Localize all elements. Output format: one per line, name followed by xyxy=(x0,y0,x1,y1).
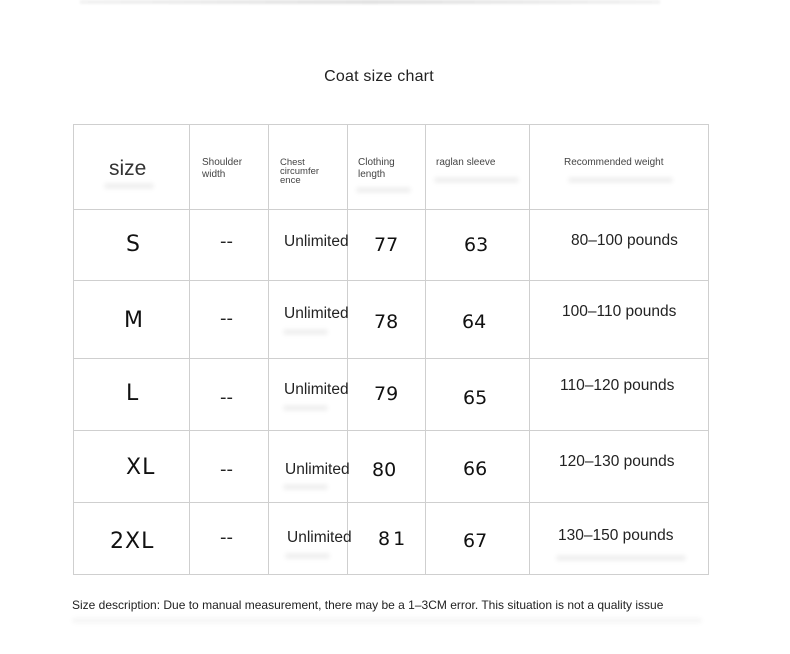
cell-size xyxy=(74,431,190,503)
cell-chest xyxy=(269,503,352,575)
chest-value: Unlimited xyxy=(284,381,349,398)
table-row xyxy=(74,210,709,281)
size-description-note: Size description: Due to manual measurement, there may be a 1–3CM error. This situation is not a quality issue xyxy=(72,598,664,612)
length-value: 81 xyxy=(378,528,409,550)
shoulder-value: -- xyxy=(220,459,233,480)
weight-value: 110–120 pounds xyxy=(560,377,675,394)
header-length-smudge xyxy=(356,187,411,193)
cell-chest xyxy=(269,359,348,431)
header-shoulder-cell xyxy=(190,125,269,210)
cell-shoulder xyxy=(190,359,269,431)
cell-length xyxy=(348,503,426,575)
sleeve-value: 67 xyxy=(463,530,488,552)
cell-shoulder xyxy=(190,431,269,503)
cell-size xyxy=(74,503,190,575)
chest-value: Unlimited xyxy=(284,305,349,322)
shoulder-value: -- xyxy=(220,527,233,548)
chest-value: Unlimited xyxy=(285,461,350,478)
header-size: size xyxy=(109,157,147,180)
cell-sleeve xyxy=(426,431,530,503)
header-length: Clothing length xyxy=(358,157,395,180)
table-row xyxy=(74,503,709,575)
cell-chest xyxy=(269,281,348,359)
cell-length xyxy=(348,359,426,431)
sleeve-value: 63 xyxy=(464,234,489,256)
length-value: 80 xyxy=(372,459,397,481)
sleeve-value: 65 xyxy=(463,387,488,409)
header-chest-cell xyxy=(269,125,348,210)
weight-value: 80–100 pounds xyxy=(571,232,678,249)
header-size-smudge xyxy=(104,183,154,189)
shoulder-value: -- xyxy=(220,231,233,252)
table-row xyxy=(74,431,709,503)
size-value: M xyxy=(124,308,144,333)
chest-smudge xyxy=(283,329,328,335)
cell-weight xyxy=(530,210,709,281)
cell-size xyxy=(74,359,190,431)
chest-value: Unlimited xyxy=(287,529,352,546)
table-row xyxy=(74,281,709,359)
weight-value: 100–110 pounds xyxy=(562,303,677,320)
table-header-row xyxy=(74,125,709,210)
cell-length xyxy=(348,431,426,503)
length-value: 78 xyxy=(374,311,399,333)
size-value: S xyxy=(126,232,141,257)
weight-value: 120–130 pounds xyxy=(559,453,675,470)
header-weight-cell xyxy=(530,125,709,210)
cell-sleeve xyxy=(426,281,530,359)
cell-sleeve xyxy=(426,359,530,431)
header-shoulder: Shoulder width xyxy=(202,157,243,180)
header-weight-smudge xyxy=(568,177,673,183)
sleeve-value: 66 xyxy=(463,458,488,480)
header-size-cell xyxy=(74,125,190,210)
size-value: 2XL xyxy=(110,529,155,554)
cell-sleeve xyxy=(426,210,530,281)
cell-size xyxy=(74,210,190,281)
header-raglan-smudge xyxy=(434,177,519,183)
cell-chest xyxy=(269,431,348,503)
size-chart-table xyxy=(73,124,709,575)
cell-weight xyxy=(530,503,709,575)
shoulder-value: -- xyxy=(220,387,233,408)
cell-chest xyxy=(269,210,348,281)
cell-length xyxy=(348,210,426,281)
cell-shoulder xyxy=(190,281,269,359)
cell-sleeve xyxy=(426,503,530,575)
header-chest: Chest circumfer ence xyxy=(280,157,320,186)
shoulder-value: -- xyxy=(220,308,233,329)
length-value: 79 xyxy=(374,383,399,405)
cell-length xyxy=(348,281,426,359)
cell-shoulder xyxy=(190,210,269,281)
header-raglan: raglan sleeve xyxy=(436,157,496,168)
sleeve-value: 64 xyxy=(462,311,487,333)
cell-shoulder xyxy=(190,503,269,575)
weight-value: 130–150 pounds xyxy=(558,527,674,544)
header-weight: Recommended weight xyxy=(564,157,664,168)
chest-smudge xyxy=(283,405,328,411)
cell-weight xyxy=(530,431,709,503)
page-title: Coat size chart xyxy=(324,68,434,85)
note-shadow xyxy=(72,618,702,623)
cell-size xyxy=(74,281,190,359)
table-row xyxy=(74,359,709,431)
chest-smudge xyxy=(285,553,330,559)
length-value: 77 xyxy=(374,234,399,256)
chest-smudge xyxy=(283,484,328,490)
size-value: L xyxy=(126,381,140,406)
chest-value: Unlimited xyxy=(284,233,349,250)
header-length-cell xyxy=(348,125,426,210)
size-value: XL xyxy=(126,455,156,480)
top-edge-shadow xyxy=(80,0,660,4)
cell-weight xyxy=(530,281,709,359)
header-raglan-cell xyxy=(426,125,530,210)
weight-smudge xyxy=(556,555,686,561)
cell-weight xyxy=(530,359,709,431)
